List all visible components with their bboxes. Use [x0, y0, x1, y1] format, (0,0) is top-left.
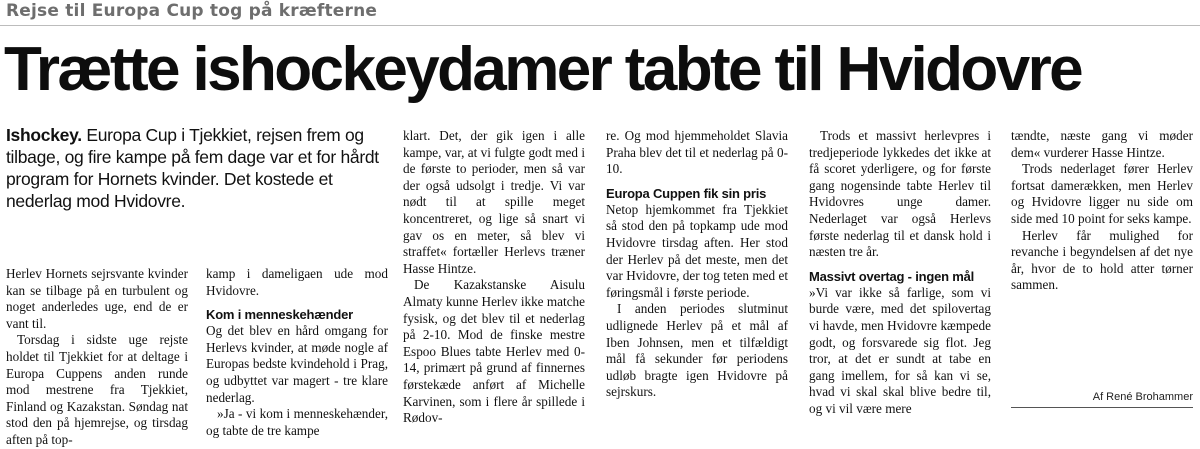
body-column-1: [6, 266, 188, 449]
paragraph: Trods et massivt herlevpres i tredjeperiode lykkedes det ikke at få scoret yderligere, og for første gang nogensinde tabte Herlev til Hvidovres unge damer. Nederlaget var også Herlevs første nederlag til et dansk hold i næsten tre år.: [809, 128, 991, 260]
subheading: Massivt overtag - ingen mål: [809, 268, 975, 284]
lead-label: Ishockey.: [6, 125, 82, 145]
byline: Af René Brohammer: [1092, 391, 1193, 403]
paragraph: tændte, næste gang vi møder dem« vurderer Hasse Hintze.: [1011, 128, 1193, 160]
body-column-6: [1011, 128, 1193, 294]
paragraph: I anden periodes slutminut udlignede Herlev på et mål af Iben Johnsen, men et tilfældigt mål få sekunder før periodens udløb bragte igen Hvidovre på sejrskurs.: [606, 301, 788, 400]
subheading: Kom i menneskehænder: [206, 307, 353, 323]
body-column-3: [403, 128, 585, 427]
subheading: Europa Cuppen fik sin pris: [606, 185, 767, 201]
paragraph: re. Og mod hjemmeholdet Slavia Praha blev det til et nederlag på 0-10.: [606, 128, 788, 177]
paragraph: De Kazakstanske Aisulu Almaty kunne Herlev ikke matche fysisk, og det blev til et nederlag på 2-10. Mod de finske mestre Espoo Blues tabte Herlev med 0-14, primært på grund af finnernes førstekæde anført af Michelle Karvinen, som i flere år spillede i Rødov-: [403, 277, 585, 426]
paragraph: Trods nederlaget fører Herlev fortsat damerækken, men Herlev og Hvidovre ligger nu side om side med 10 point for seks kampe.: [1011, 161, 1193, 226]
article-headline: Trætte ishockeydamer tabte til Hvidovre: [4, 35, 1081, 104]
body-column-4: [606, 128, 788, 401]
paragraph: Herlev får mulighed for revanche i begyndelsen af det nye år, hvor de to hold atter tørner sammen.: [1011, 227, 1193, 293]
body-column-2: [206, 266, 388, 439]
paragraph: Torsdag i sidste uge rejste holdet til Tjekkiet for at deltage i Europa Cuppens anden runde mod mestrene fra Tjekkiet, Finland og Kazakstan. Søndag nat stod den på hjemrejse, og tirsdag aften på top-: [6, 332, 188, 447]
body-column-5: [809, 128, 991, 418]
article-lead: [6, 124, 388, 212]
kicker-divider: [0, 25, 1200, 26]
paragraph: »Ja - vi kom i menneskehænder, og tabte de tre kampe: [206, 406, 388, 438]
paragraph: Herlev Hornets sejrsvante kvinder kan se tilbage på en turbulent og noget anderledes uge, end de er vant til.: [6, 266, 188, 331]
byline-divider: [1011, 407, 1193, 408]
paragraph: Og det blev en hård omgang for Herlevs kvinder, at møde nogle af Europas bedste kvindehold i Prag, og udbyttet var magert - tre klare nederlag.: [206, 323, 388, 405]
article-kicker: Rejse til Europa Cup tog på kræfterne: [6, 1, 378, 21]
paragraph: Netop hjemkommet fra Tjekkiet så stod den på topkamp ude mod Hvidovre tirsdag aften. Her stod der Herlev på det meste, men det var Hvidovre, der tog teten med et føringsmål i første periode.: [606, 201, 788, 300]
paragraph: kamp i dameligaen ude mod Hvidovre.: [206, 266, 388, 298]
paragraph: klart. Det, der gik igen i alle kampe, var, at vi fulgte godt med i de første to perioder, men så var der også udsolgt i tredje. Vi var nødt til at spille meget koncentreret, og lige så snart vi gav os en meter, så blev vi straffet« fortæller Herlevs træner Hasse Hintze.: [403, 128, 585, 276]
paragraph: »Vi var ikke så farlige, som vi burde være, med det spilovertag vi havde, men Hvidovre kæmpede godt, og forsvarede sig flot. Jeg tror, at det er sundt at tabe en gang imellem, for så kan vi se, hvad vi skal skal blive bedre til, og vi vil være mere: [809, 284, 991, 416]
lead-text: Europa Cup i Tjekkiet, rejsen frem og tilbage, og fire kampe på fem dage var et for hårdt program for Hornets kvinder. Det kostede et nederlag mod Hvidovre.: [6, 125, 379, 211]
